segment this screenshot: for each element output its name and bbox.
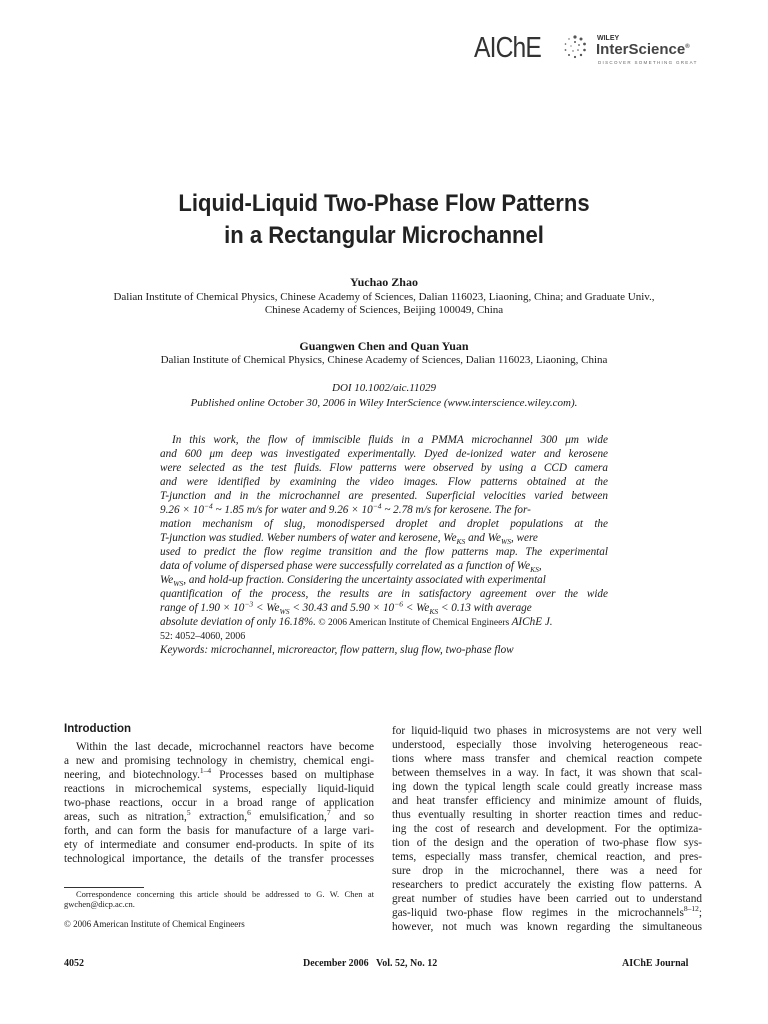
aiche-logo: AIChE (474, 32, 542, 64)
body-line: researchers to predict accurately the existing flow patterns. A (392, 879, 702, 891)
body-line: thus eventually resulting in shorter reaction times and reduc- (392, 809, 702, 821)
footnote-email: gwchen@dicp.ac.cn. (64, 899, 135, 909)
abstract-line: T-junction and in the microchannel are presented. Superficial velocities varied between (160, 490, 608, 502)
body-line: however, not much was known regarding the simultaneous (392, 921, 702, 933)
abstract-line: used to predict the flow regime transition and the flow patterns map. The experimental (160, 546, 608, 558)
abstract-line: $We_{WS}$, and hold-up fraction. Considering the uncertainty associated with experimental (160, 574, 546, 589)
body-line: tion of the design and the operation of two-phase flow sys- (392, 837, 702, 849)
author-affiliation: Chinese Academy of Sciences, Beijing 100049, China (264, 304, 504, 316)
copyright-notice: © 2006 American Institute of Chemical Engineers (64, 919, 245, 929)
interscience-swirl-icon (562, 34, 588, 60)
body-line: a new and promising technology in chemistry, chemical engi- (64, 755, 374, 767)
body-line: forth, and can form the basis for manufacture of a large vari- (64, 825, 374, 837)
body-line: ety of intermediate and consumer end-products. In spite of its (64, 839, 374, 851)
abstract-line: and 600 μm deep was investigated experimentally. Dyed de-ionized water and kerosene (160, 448, 608, 460)
keywords: Keywords: microchannel, microreactor, flow pattern, slug flow, two-phase flow (160, 644, 514, 656)
body-line: areas, such as nitration,$^5$ extraction,$^6$ emulsification,$^7$ and so (64, 808, 374, 823)
published-online: Published online October 30, 2006 in Wiley InterScience (www.interscience.wiley.com). (190, 397, 578, 409)
paper-title-line-2: in a Rectangular Microchannel (224, 222, 544, 249)
body-line: ing down the typical length scale could greatly increase mass (392, 781, 702, 793)
footnote-divider (64, 887, 144, 888)
body-line: between themselves in a way. In fact, it was shown that scal- (392, 767, 702, 779)
abstract-line: $9.26 \times 10^{-4}$ ~ 1.85 m/s for water and $9.26 \times 10^{-4}$ ~ 2.78 m/s for kerosene. The for- (160, 501, 531, 516)
body-line: Within the last decade, microchannel reactors have become (76, 741, 374, 753)
issue-info: December 2006 Vol. 52, No. 12 (303, 958, 438, 969)
author-name: Yuchao Zhao (350, 275, 418, 289)
abstract-citation: 52: 4052–4060, 2006 (160, 631, 246, 642)
abstract-line: quantification of the process, the results are in satisfactory agreement over the wide (160, 588, 608, 600)
body-line: ing the cost of research and development. For the optimiza- (392, 823, 702, 835)
body-line: understood, especially those involving heterogeneous reac- (392, 739, 702, 751)
body-line: gas-liquid two-phase flow regimes in the microchannels$^{8-12}$; (392, 904, 702, 919)
body-line: great number of studies have been carried out to understand (392, 893, 702, 905)
author-name: Guangwen Chen and Quan Yuan (299, 339, 469, 353)
body-line: sure drop in the microchannel, there was a need for (392, 865, 702, 877)
body-line: for liquid-liquid two phases in microsystems are not very well (392, 725, 702, 737)
abstract-line: absolute deviation of only 16.18%. © 2006 American Institute of Chemical Engineers AIChE J. (160, 616, 553, 628)
section-heading-introduction: Introduction (64, 723, 132, 735)
journal-name: AIChE Journal (622, 958, 689, 969)
body-line: neering, and biotechnology.$^{1-4}$ Processes based on multiphase (64, 766, 374, 781)
author-affiliation: Dalian Institute of Chemical Physics, Chinese Academy of Sciences, Dalian 116023, Liaoning, China; and Graduate Univ., (113, 291, 655, 303)
abstract-line: and were identified by examining the video images. Flow patterns obtained at the (160, 476, 608, 488)
paper-title-line-1: Liquid-Liquid Two-Phase Flow Patterns (178, 190, 590, 217)
abstract-line: mation mechanism of slug, monodispersed droplet and droplet populations at the (160, 518, 608, 530)
author-affiliation: Dalian Institute of Chemical Physics, Chinese Academy of Sciences, Dalian 116023, Liaoning, China (160, 354, 608, 366)
abstract-line: were selected as the test fluids. Flow patterns were observed by using a CCD camera (160, 462, 608, 474)
abstract-line: In this work, the flow of immiscible fluids in a PMMA microchannel 300 μm wide (172, 434, 608, 446)
footnote-correspondence: Correspondence concerning this article should be addressed to G. W. Chen at (76, 889, 374, 899)
doi: DOI 10.1002/aic.11029 (332, 382, 436, 394)
body-line: reactions in microchemical systems, especially liquid-liquid (64, 783, 374, 795)
abstract-line: data of volume of dispersed phase were successfully correlated as a function of $We_{KS}$, (160, 560, 542, 575)
wiley-mark: WILEY (597, 35, 620, 42)
body-line: technological importance, the details of the transfer processes (64, 853, 374, 865)
interscience-wordmark: InterScience® (596, 41, 690, 58)
interscience-tagline: DISCOVER SOMETHING GREAT (598, 60, 698, 65)
abstract-line: T-junction was studied. Weber numbers of water and kerosene, $We_{KS}$ and $We_{WS}$, were (160, 532, 538, 547)
abstract-line: range of $1.90 \times 10^{-3} < We_{WS} < 30.43$ and $5.90 \times 10^{-6} < We_{KS} < 0.13$ with average (160, 599, 532, 617)
page-number: 4052 (64, 958, 84, 969)
body-line: tems, especially mass transfer, chemical reaction, and pres- (392, 851, 702, 863)
body-line: two-phase reactions, occur in a broad range of application (64, 797, 374, 809)
body-line: tions where mass transfer and chemical reaction compete (392, 753, 702, 765)
body-line: and heat transfer efficiency and minimize amount of fluids, (392, 795, 702, 807)
